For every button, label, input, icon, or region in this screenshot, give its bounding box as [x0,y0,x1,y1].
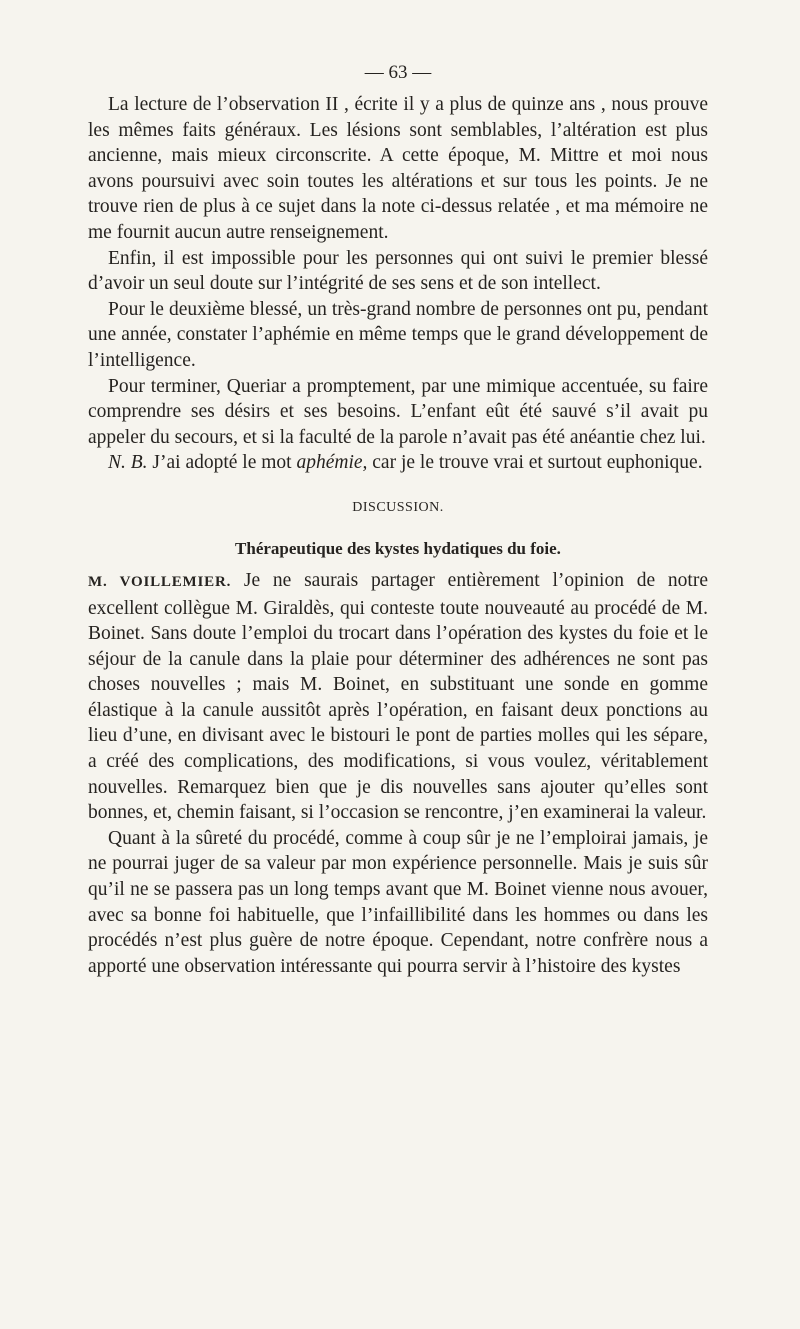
paragraph-first-wounded: Enfin, il est impossible pour les personnes qui ont suivi le premier blessé d’avoir un seul doute sur l’intégrité de ses sens et de son intellect. [88,247,708,295]
speaker-paragraph [88,568,708,826]
paragraph-surety: Quant à la sûreté du procédé, comme à coup sûr je ne l’emploirai jamais, je ne pourrai juger de sa valeur par mon expérience personnelle. Mais je suis sûr qu’il ne se passera pas un long temps avant que M. Boinet vienne nous avouer, avec sa bonne foi habituelle, que l’infaillibilité dans les hommes ou dans les procédés n’est plus guère de notre époque. Cependant, notre confrère nous a apporté une observation intéressante qui pourra servir à l’histoire des kystes [88,827,708,977]
note-paragraph [88,450,708,476]
note-text-after: car je le trouve vrai et surtout euphonique. [367,452,703,474]
note-text-before: J’ai adopté le mot [147,452,297,474]
speaker-text: Je ne saurais partager entièrement l’opinion de notre excellent collègue M. Giraldès, qui conteste toute nouveauté au procédé de M. Boinet. Sans doute l’emploi du trocart dans l’opération des kystes du foie et le séjour de la canule dans la plaie pour déterminer des adhérences ne sont pas choses nouvelles ; mais M. Boinet, en substituant une sonde en gomme élastique à la canule aussitôt après l’opération, en faisant deux ponctions au lieu d’une, en divisant avec le bistouri le pont de parties molles qui les sépare, a créé des complications, des modifications, si vous voulez, véritablement nouvelles. Remarquez bien que je dis nouvelles sans ajouter qu’elles sont bonnes, et, chemin faisant, si l’occasion se rencontre, j’en examinerai la valeur. [88,569,708,824]
section-title: Thérapeutique des kystes hydatiques du foie. [235,538,561,558]
paragraph-second-wounded: Pour le deuxième blessé, un très-grand nombre de personnes ont pu, pendant une année, constater l’aphémie en même temps que le grand développement de l’intelligence. [88,298,708,371]
page-number: — 63 — [364,62,432,83]
discussion-heading: DISCUSSION. [352,499,444,515]
speaker-name: M. VOILLEMIER. [88,573,232,590]
note-label: N. B. [108,452,148,474]
paragraph-conclusion: Pour terminer, Queriar a promptement, par une mimique accentuée, su faire comprendre ses désirs et ses besoins. L’enfant eût été sauvé s’il avait pu appeler du secours, et si la faculté de la parole n’avait pas été anéantie chez lui. [88,375,708,448]
paragraph-observation: La lecture de l’observation II , écrite il y a plus de quinze ans , nous prouve les mêmes faits généraux. Les lésions sont semblables, l’altération est plus ancienne, mais mieux circonscrite. A cette époque, M. Mittre et moi nous avons poursuivi avec soin toutes les altérations et sur tous les points. Je ne trouve rien de plus à ce sujet dans la note ci-dessus relatée , et ma mémoire ne me fournit aucun autre renseignement. [88,94,708,243]
note-italic-word: aphémie, [296,452,368,474]
